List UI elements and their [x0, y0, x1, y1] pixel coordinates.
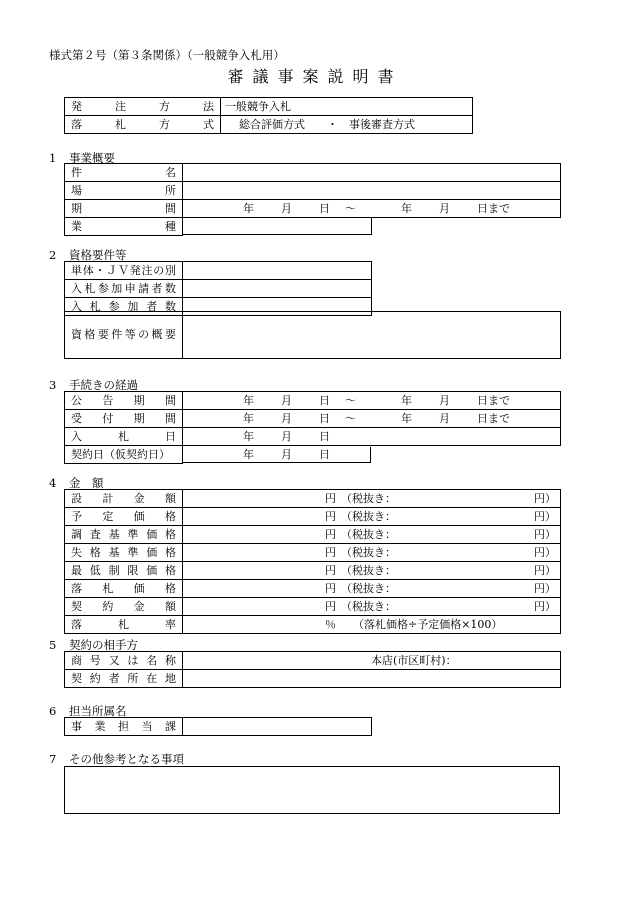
- table-row: [65, 718, 372, 736]
- contractor-table: [64, 651, 561, 688]
- contract-amount-field[interactable]: [183, 598, 561, 616]
- tilde-text: ～: [345, 411, 356, 425]
- reception-period-field[interactable]: [183, 410, 561, 428]
- table-row: [65, 670, 561, 688]
- yen-close-text: 円）: [534, 599, 556, 613]
- location-field[interactable]: [183, 182, 561, 200]
- tax-excluded-text: （税抜き：: [341, 581, 396, 595]
- tax-excluded-text: （税抜き：: [341, 527, 396, 541]
- applicants-field[interactable]: [183, 280, 372, 298]
- day-text: 日: [319, 447, 330, 461]
- table-row: [65, 508, 561, 526]
- table-row: [65, 544, 561, 562]
- yen-close-text: 円）: [534, 563, 556, 577]
- section-number: 5: [49, 638, 57, 652]
- yen-text: 円: [325, 491, 336, 505]
- yen-close-text: 円）: [534, 509, 556, 523]
- table-row: [65, 410, 561, 428]
- year-text: 年: [243, 411, 254, 425]
- label-survey-base-price: 調 査 基 準 価 格: [71, 527, 176, 541]
- section-title: 契約の相手方: [69, 638, 138, 652]
- table-row: [65, 116, 473, 134]
- table-row: [65, 490, 561, 508]
- day-text: 日: [319, 201, 330, 215]
- table-row: [65, 280, 372, 298]
- section-title: 資格要件等: [69, 248, 127, 262]
- label-contractor-address: 契 約 者 所 在 地: [71, 671, 176, 685]
- year-text: 年: [401, 393, 412, 407]
- label-location: 場 所: [71, 183, 176, 197]
- section-title: 手続きの経過: [69, 378, 138, 392]
- yen-close-text: 円）: [534, 545, 556, 559]
- table-row: [65, 598, 561, 616]
- label-planned-price: 予 定 価 格: [71, 509, 176, 523]
- label-period: 期 間: [71, 201, 176, 215]
- order-method-table: [64, 97, 473, 134]
- name-field[interactable]: [183, 164, 561, 182]
- qualification-summary-field[interactable]: [183, 312, 561, 359]
- month-text: 月: [439, 411, 450, 425]
- year-text: 年: [401, 201, 412, 215]
- label-contract-amount: 契 約 金 額: [71, 599, 176, 613]
- document-title: 審議事案説明書: [227, 67, 403, 86]
- label-winning-rate: 落 札 率: [71, 617, 176, 631]
- industry-field[interactable]: [183, 218, 561, 236]
- yen-text: 円: [325, 509, 336, 523]
- label-jv-type: 単 体 ・ Ｊ Ｖ 発 注 の 別: [71, 263, 176, 277]
- amount-table: [64, 489, 561, 634]
- yen-close-text: 円）: [534, 527, 556, 541]
- section-title: 担当所属名: [69, 704, 127, 718]
- jv-type-field[interactable]: [183, 262, 372, 280]
- label-name: 件 名: [71, 165, 176, 179]
- table-row: [65, 164, 561, 182]
- label-minimum-price: 最 低 制 限 価 格: [71, 563, 176, 577]
- tax-excluded-text: （税抜き：: [341, 491, 396, 505]
- table-row: [65, 616, 561, 634]
- table-row: [65, 98, 473, 116]
- table-row: [65, 526, 561, 544]
- company-name-field[interactable]: [183, 652, 561, 670]
- qualification-summary-table: [64, 311, 561, 359]
- section-number: 1: [49, 151, 57, 165]
- month-text: 月: [281, 393, 292, 407]
- until-text: 日まで: [477, 411, 510, 425]
- yen-text: 円: [325, 545, 336, 559]
- percent-text: ％: [325, 617, 336, 631]
- day-text: 日: [319, 393, 330, 407]
- day-text: 日: [319, 411, 330, 425]
- section-number: 3: [49, 378, 57, 392]
- month-text: 月: [439, 201, 450, 215]
- until-text: 日まで: [477, 393, 510, 407]
- table-row: [65, 392, 561, 410]
- label-qualification-summary: 資 格 要 件 等 の 概 要: [71, 328, 176, 341]
- label-applicants: 入 札 参 加 申 請 者 数: [71, 281, 176, 295]
- yen-text: 円: [325, 581, 336, 595]
- winning-price-field[interactable]: [183, 580, 561, 598]
- tilde-text: ～: [345, 201, 356, 215]
- survey-base-price-field[interactable]: [183, 526, 561, 544]
- contractor-address-field[interactable]: [183, 670, 561, 688]
- month-text: 月: [439, 393, 450, 407]
- department-table: [64, 717, 372, 736]
- table-row: [65, 446, 561, 464]
- label-bid-date: 入 札 日: [71, 429, 176, 443]
- day-text: 日: [319, 429, 330, 443]
- winning-rate-field[interactable]: [183, 616, 561, 634]
- tax-excluded-text: （税抜き：: [341, 545, 396, 559]
- design-amount-field[interactable]: [183, 490, 561, 508]
- yen-close-text: 円）: [534, 491, 556, 505]
- yen-text: 円: [325, 563, 336, 577]
- label-award-method: 落 札 方 式: [71, 117, 214, 131]
- other-notes-field[interactable]: [64, 766, 560, 814]
- table-row: [65, 562, 561, 580]
- form-label: 様式第２号（第３条関係）（一般競争入札用）: [49, 48, 285, 62]
- yen-text: 円: [325, 527, 336, 541]
- period-field[interactable]: [183, 200, 561, 218]
- label-department: 事 業 担 当 課: [71, 719, 176, 733]
- label-bidders: 入 札 参 加 者 数: [71, 299, 176, 313]
- year-text: 年: [401, 411, 412, 425]
- yen-text: 円: [325, 599, 336, 613]
- label-order-method: 発 注 方 法: [71, 99, 214, 113]
- section-number: 2: [49, 248, 57, 262]
- section-title: 事業概要: [69, 151, 115, 165]
- qualification-table: [64, 261, 372, 316]
- order-method-value: 一般競争入札: [221, 98, 473, 116]
- rate-formula-text: （落札価格÷予定価格×100）: [353, 617, 503, 631]
- label-winning-price: 落 札 価 格: [71, 581, 176, 595]
- label-company-name: 商 号 又 は 名 称: [71, 653, 176, 667]
- label-industry: 業 種: [71, 219, 176, 233]
- table-row: [65, 312, 561, 359]
- month-text: 月: [281, 429, 292, 443]
- year-text: 年: [243, 447, 254, 461]
- tax-excluded-text: （税抜き：: [341, 509, 396, 523]
- table-row: [65, 182, 561, 200]
- business-overview-table: [64, 163, 561, 236]
- label-disqualification-price: 失 格 基 準 価 格: [71, 545, 176, 559]
- section-title: 金 額: [69, 476, 104, 490]
- label-reception-period: 受 付 期 間: [71, 411, 176, 425]
- table-row: [65, 580, 561, 598]
- year-text: 年: [243, 429, 254, 443]
- section-7-heading: [49, 751, 184, 767]
- until-text: 日まで: [477, 201, 510, 215]
- bid-date-field[interactable]: [183, 428, 561, 446]
- tax-excluded-text: （税抜き：: [341, 563, 396, 577]
- tax-excluded-text: （税抜き：: [341, 599, 396, 613]
- tilde-text: ～: [345, 393, 356, 407]
- table-row: [65, 262, 372, 280]
- procedure-table: [64, 391, 561, 464]
- planned-price-field[interactable]: [183, 508, 561, 526]
- head-office-text: 本店(市区町村)：: [371, 653, 457, 667]
- yen-close-text: 円）: [534, 581, 556, 595]
- label-contract-date: 契約日（仮契約日）: [71, 447, 170, 461]
- notice-period-field[interactable]: [183, 392, 561, 410]
- table-row: [65, 218, 561, 236]
- year-text: 年: [243, 393, 254, 407]
- table-row: [65, 428, 561, 446]
- minimum-price-field[interactable]: [183, 562, 561, 580]
- section-title: その他参考となる事項: [69, 752, 184, 766]
- month-text: 月: [281, 447, 292, 461]
- label-notice-period: 公 告 期 間: [71, 393, 176, 407]
- table-row: [65, 652, 561, 670]
- award-method-value: 総合評価方式 ・ 事後審査方式: [221, 116, 473, 134]
- section-number: 6: [49, 704, 57, 718]
- disqualification-price-field[interactable]: [183, 544, 561, 562]
- section-number: 7: [49, 752, 57, 766]
- department-field[interactable]: [183, 718, 372, 736]
- year-text: 年: [243, 201, 254, 215]
- month-text: 月: [281, 201, 292, 215]
- label-design-amount: 設 計 金 額: [71, 491, 176, 505]
- month-text: 月: [281, 411, 292, 425]
- section-number: 4: [49, 476, 57, 490]
- table-row: [65, 200, 561, 218]
- contract-date-field[interactable]: [183, 446, 561, 464]
